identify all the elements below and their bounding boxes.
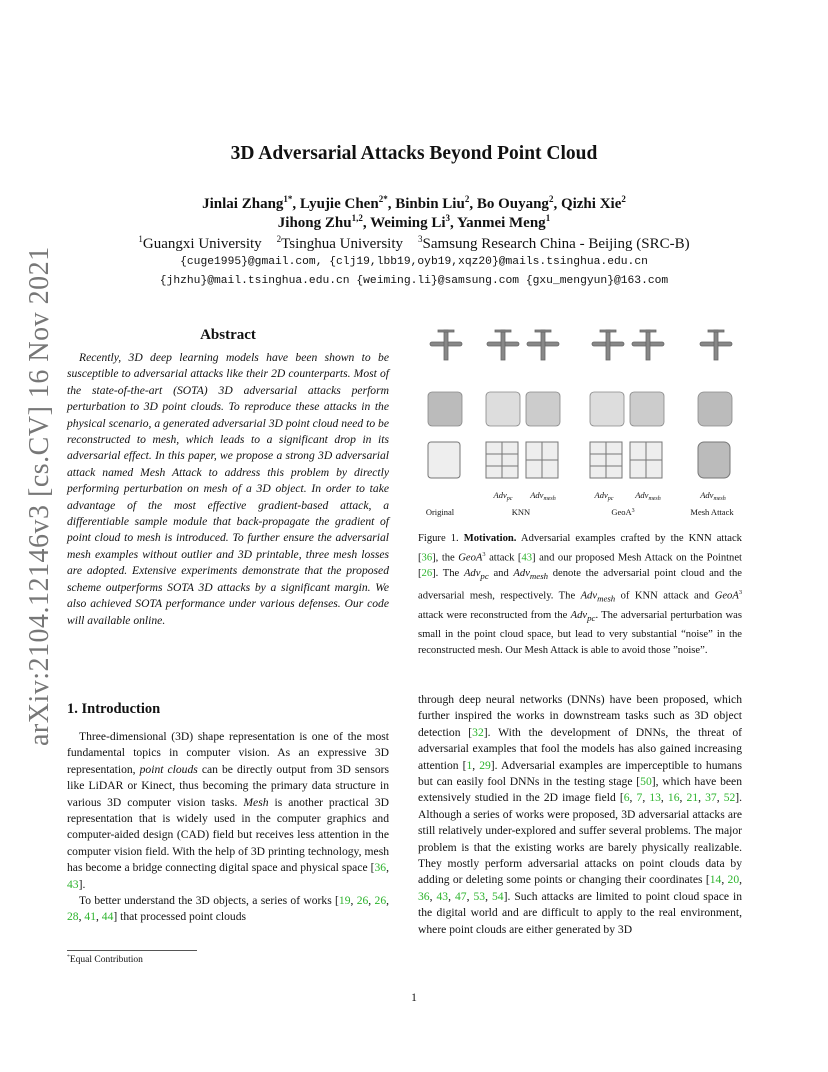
arxiv-identifier: arXiv:2104.12146v3 [cs.CV] 16 Nov 2021 — [24, 246, 55, 746]
intro-paragraph-1: Three-dimensional (3D) shape representation is one of the most fundamental topics in computer vision. As an expressive 3D representation, point clouds can be directly output from 3D sensors like LiDAR or Kinect, thus becoming the primary data structure in various 3D computer vision tasks. Mesh is another practical 3D representation that is widely used in the computer graphics and computer-aided design (CAD) field but receives less attention in the computer vision field. With the help of 3D printing technology, mesh has become a bridge connecting digital space and physical space [36, 43]. — [67, 730, 390, 891]
intro-left-column — [67, 729, 389, 926]
email-line-1: {cuge1995}@gmail.com, {clj19,lbb19,oyb19,xqz20}@mails.tsinghua.edu.cn — [180, 256, 648, 268]
footnote: *Equal Contribution — [67, 954, 143, 966]
figure-1 — [418, 322, 742, 522]
label-meshattack-advmesh: Adv$_{mesh}$ — [700, 490, 726, 502]
email-line-2: {jhzhu}@mail.tsinghua.edu.cn {weiming.li}@samsung.com {gxu_mengyun}@163.com — [159, 275, 669, 287]
airplane-row — [430, 330, 732, 360]
label-geoa-advmesh: Adv$_{mesh}$ — [635, 490, 661, 502]
label-original: Original — [425, 507, 455, 517]
abstract-heading: Abstract — [200, 327, 256, 343]
authors-line-1: Jinlai Zhang$^{1*}$, Lyujie Chen$^{2*}$, Binbin Liu$^2$, Bo Ouyang$^2$, Qizhi Xie$^2$ — [202, 194, 626, 212]
label-geoa-advpc: Adv$_{pc}$ — [594, 490, 614, 502]
abstract-text: Recently, 3D deep learning models have been shown to be susceptible to adversarial attacks like their 2D counterparts. Most of the state-of-the-art (SOTA) 3D adversarial attacks perform perturbation to 3D point clouds. To reproduce these attacks in the physical scenario, a generated adversarial 3D point cloud need to be reconstructed to mesh, which leads to a significant drop in its adversarial effect. In this paper, we propose a strong 3D adversarial attack named Mesh Attack to address this problem by directly performing perturbation on mesh of a 3D object. In order to take advantage of the most effective gradient-based attack, a differentiable sample module that back-propagate the gradient of point cloud to mesh is introduced. To further ensure the adversarial mesh examples without outlier and 3D printable, three mesh losses are adopted. Extensive experiments demonstrate that the proposed scheme outperforms SOTA 3D attacks by a significant margin. We also achieved SOTA performance under various defenses. Our code will available online. — [67, 351, 389, 627]
figure-1-image — [418, 322, 742, 522]
figure-1-caption: Figure 1. Motivation. Adversarial examples crafted by the KNN attack [36], the GeoA$^3$ attack [43] and our proposed Mesh Attack on the Pointnet [26]. The Adv$_{pc}$ and Adv$_{mesh}$ denote the adversarial point cloud and the adversarial mesh, respectively. The Adv$_{mesh}$ of KNN attack and GeoA$^3$ attack were reconstructed from the Adv$_{pc}$. The adversarial perturbation was small in the point cloud space, but lead to very substantial “noise” in the reconstructed mesh. Our Mesh Attack is able to avoid those ”noise”. — [418, 533, 742, 656]
label-knn-advpc: Adv$_{pc}$ — [493, 490, 513, 502]
intro-paragraph-2: To better understand the 3D objects, a series of works [19, 26, 26, 28, 41, 44] that processed point clouds — [67, 894, 390, 924]
label-geoa: GeoA$^3$ — [611, 507, 635, 517]
keypad-row — [428, 442, 730, 478]
introduction-heading: 1. Introduction — [67, 701, 161, 717]
footnote-rule — [67, 950, 197, 951]
label-knn: KNN — [511, 507, 531, 517]
label-knn-advmesh: Adv$_{mesh}$ — [530, 490, 556, 502]
paper-title: 3D Adversarial Attacks Beyond Point Cloud — [230, 143, 598, 164]
page-number: 1 — [411, 992, 417, 1004]
authors-line-2: Jihong Zhu$^{1,2}$, Weiming Li$^3$, Yanmei Meng$^1$ — [277, 213, 551, 231]
label-mesh-attack: Mesh Attack — [690, 507, 734, 517]
affiliations: $^1$Guangxi University $^2$Tsinghua University $^3$Samsung Research China - Beijing (SRC-B) — [138, 234, 690, 252]
intro-right-column — [418, 692, 742, 938]
intro-paragraph-3: through deep neural networks (DNNs) have been proposed, which further inspired the works in downstream tasks such as 3D object detection [32]. With the development of DNNs, the threat of adversarial examples that fool the models has also gained increasing attention [1, 29]. Adversarial examples are imperceptible to humans but can easily fool DNNs in the testing stage [50], which have been extensively studied in the 2D image field [6, 7, 13, 16, 21, 37, 52]. Although a series of works were proposed, 3D adversarial attacks are still relatively under-explored and suffer several problems. The major problem is that the existing works are barely physically realizable. They mostly perform adversarial attacks on point clouds data by adding or deleting some points or changing their coordinates [14, 20, 36, 43, 47, 53, 54]. Such attacks are limited to point cloud space in the digital world and are difficult to apply to the real environment, where point clouds are either generated by 3D — [418, 693, 743, 936]
bag-row — [428, 392, 732, 426]
